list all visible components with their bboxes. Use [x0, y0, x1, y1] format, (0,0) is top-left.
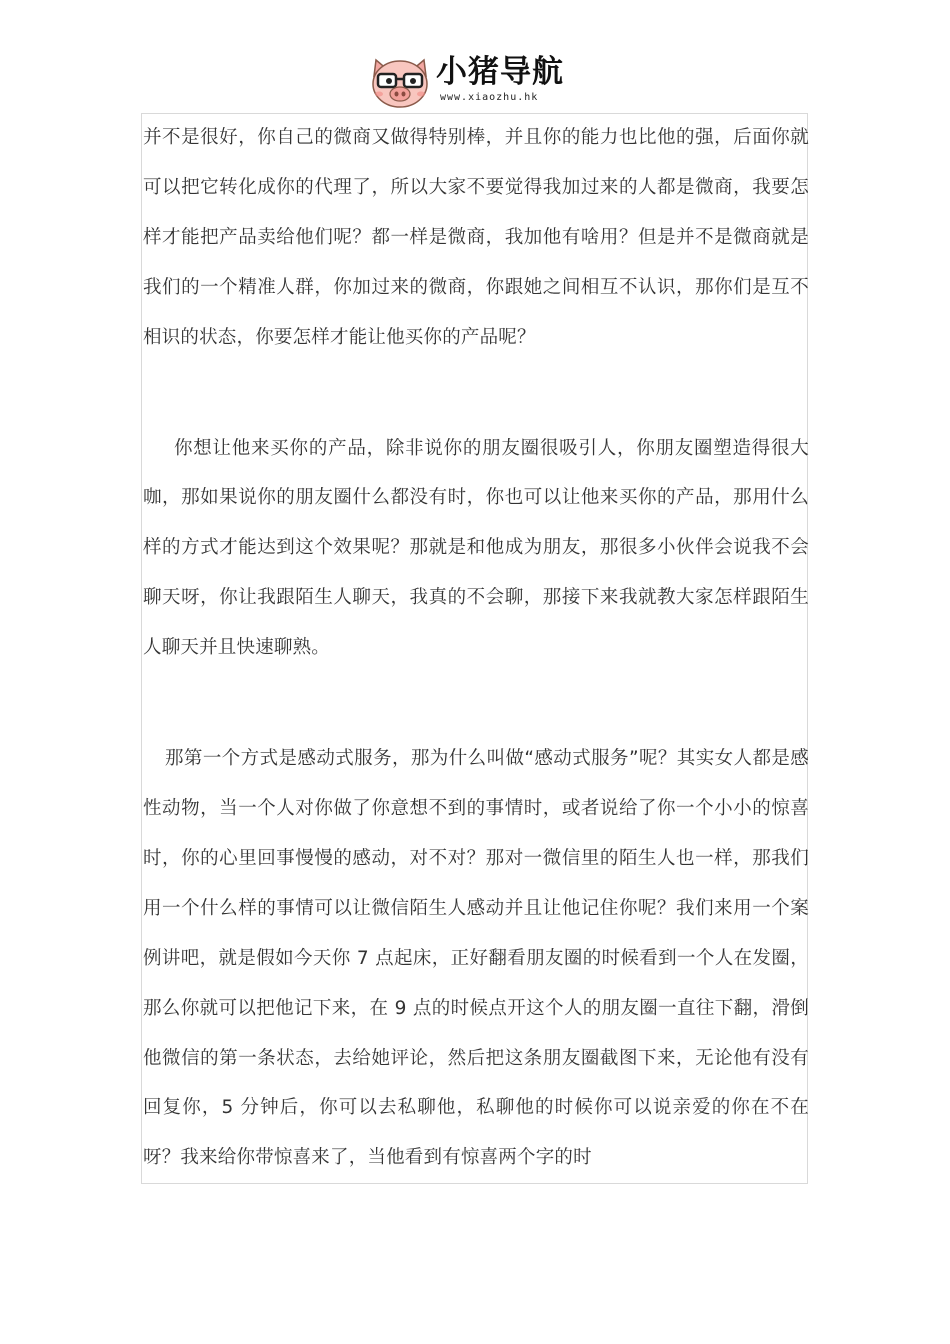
paragraph: 你想让他来买你的产品，除非说你的朋友圈很吸引人，你朋友圈塑造得很大咖，那如果说你的朋友圈什么都没有时，你也可以让他来买你的产品，那用什么样的方式才能达到这个效果呢？那就是和他成为朋友，那很多小伙伴会说我不会聊天呀，你让我跟陌生人聊天，我真的不会聊，那接下来我就教大家怎样跟陌生人聊天并且快速聊熟。	[143, 437, 809, 659]
article-body	[143, 113, 809, 1183]
logo-url: www.xiaozhu.hk	[440, 92, 539, 103]
paragraph: 那第一个方式是感动式服务，那为什么叫做“感动式服务”呢？其实女人都是感性动物，当一个人对你做了你意想不到的事情时，或者说给了你一个小小的惊喜时，你的心里回事慢慢的感动，对不对？那对一微信里的陌生人也一样，那我们用一个什么样的事情可以让微信陌生人感动并且让他记住你呢？我们来用一个案例讲吧，就是假如今天你 7 点起床，正好翻看朋友圈的时候看到一个人在发圈，那么你就可以把他记下来，在 9 点的时候点开这个人的朋友圈一直往下翻，滑倒他微信的第一条状态，去给她评论，然后把这条朋友圈截图下来，无论他有没有回复你，5 分钟后，你可以去私聊他，私聊他的时候你可以说亲爱的你在不在呀？我来给你带惊喜来了，当他看到有惊喜两个字的时	[143, 748, 809, 1169]
site-logo	[368, 52, 564, 112]
logo-title: 小猪导航	[436, 54, 564, 90]
pig-with-glasses-icon	[368, 54, 432, 110]
paragraph: 并不是很好，你自己的微商又做得特别棒，并且你的能力也比他的强，后面你就可以把它转化成你的代理了，所以大家不要觉得我加过来的人都是微商，我要怎样才能把产品卖给他们呢？都一样是微商，我加他有啥用？但是并不是微商就是我们的一个精准人群，你加过来的微商，你跟她之间相互不认识，那你们是互不相识的状态，你要怎样才能让他买你的产品呢？	[143, 127, 809, 348]
